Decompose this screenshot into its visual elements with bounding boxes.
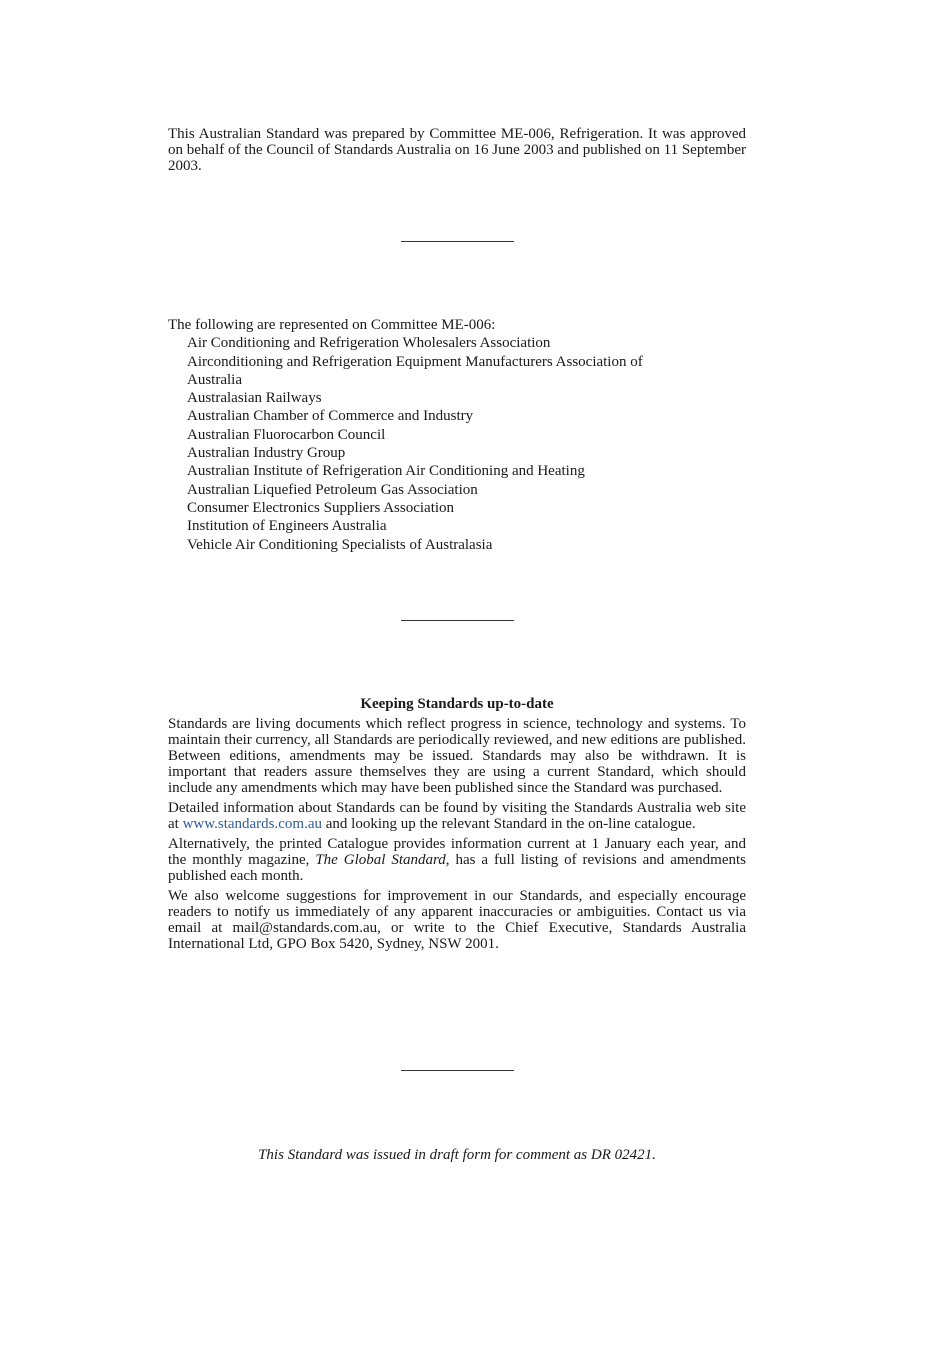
committee-member: Australian Industry Group [187,445,346,462]
committee-member: Airconditioning and Refrigeration Equipment Manufacturers Association of [187,353,643,370]
standards-website-link[interactable]: www.standards.com.au [182,816,322,832]
keeping-paragraph-2 [168,800,746,832]
keeping-heading: Keeping Standards up-to-date [360,696,554,712]
section-divider-3 [401,1070,514,1071]
keeping-standards-section [168,695,746,956]
keeping-paragraph-1: Standards are living documents which reflect progress in science, technology and systems. To maintain their currency, all Standards are periodically reviewed, and new editions are published. Between editions, amendments may be issued. Standards may also be withdrawn. It is important that readers assure themselves they are using a current Standard, which should include any amendments which may have been published since the Standard was purchased. [168,716,746,796]
committee-member: Australian Fluorocarbon Council [187,426,386,443]
committee-member: Australian Institute of Refrigeration Air Conditioning and Heating [187,463,585,480]
para3-text-before: Alternatively, the printed Catalogue provides information current at 1 January each year, and the monthly magazine, [168,836,746,868]
committee-member: Australia [187,371,242,388]
section-divider-2 [401,620,514,621]
committee-members-section [168,316,746,554]
para2-text-before: Detailed information about Standards can be found by visiting the Standards Australia web site at [168,800,746,832]
para3-text-after: , has a full listing of revisions and amendments published each month. [168,852,747,884]
committee-intro: The following are represented on Committee ME-006: [168,317,496,333]
committee-member: Australasian Railways [187,390,322,407]
committee-member: Australian Chamber of Commerce and Industry [187,408,474,425]
para2-text-after: and looking up the relevant Standard in the on-line catalogue. [322,816,696,832]
committee-member: Air Conditioning and Refrigeration Wholesalers Association [187,335,551,352]
preparation-text: This Australian Standard was prepared by Committee ME-006, Refrigeration. It was approved on behalf of the Council of Standards Australia on 16 June 2003 and published on 11 September 2003. [168,126,746,174]
magazine-title: The Global Standard [315,852,446,868]
committee-member: Institution of Engineers Australia [187,518,387,535]
committee-member-list [168,334,746,554]
keeping-paragraph-3 [168,836,746,884]
preparation-statement [168,126,746,174]
keeping-paragraph-4: We also welcome suggestions for improvement in our Standards, and especially encourage readers to notify us immediately of any apparent inaccuracies or ambiguities. Contact us via email at mail@standards.com.au, or write to the Chief Executive, Standards Australia International Ltd, GPO Box 5420, Sydney, NSW 2001. [168,888,746,952]
committee-member: Consumer Electronics Suppliers Association [187,499,455,516]
section-divider-1 [401,241,514,242]
committee-member: Vehicle Air Conditioning Specialists of Australasia [187,536,493,553]
committee-member: Australian Liquefied Petroleum Gas Association [187,481,478,498]
draft-note: This Standard was issued in draft form for comment as DR 02421. [258,1147,656,1163]
